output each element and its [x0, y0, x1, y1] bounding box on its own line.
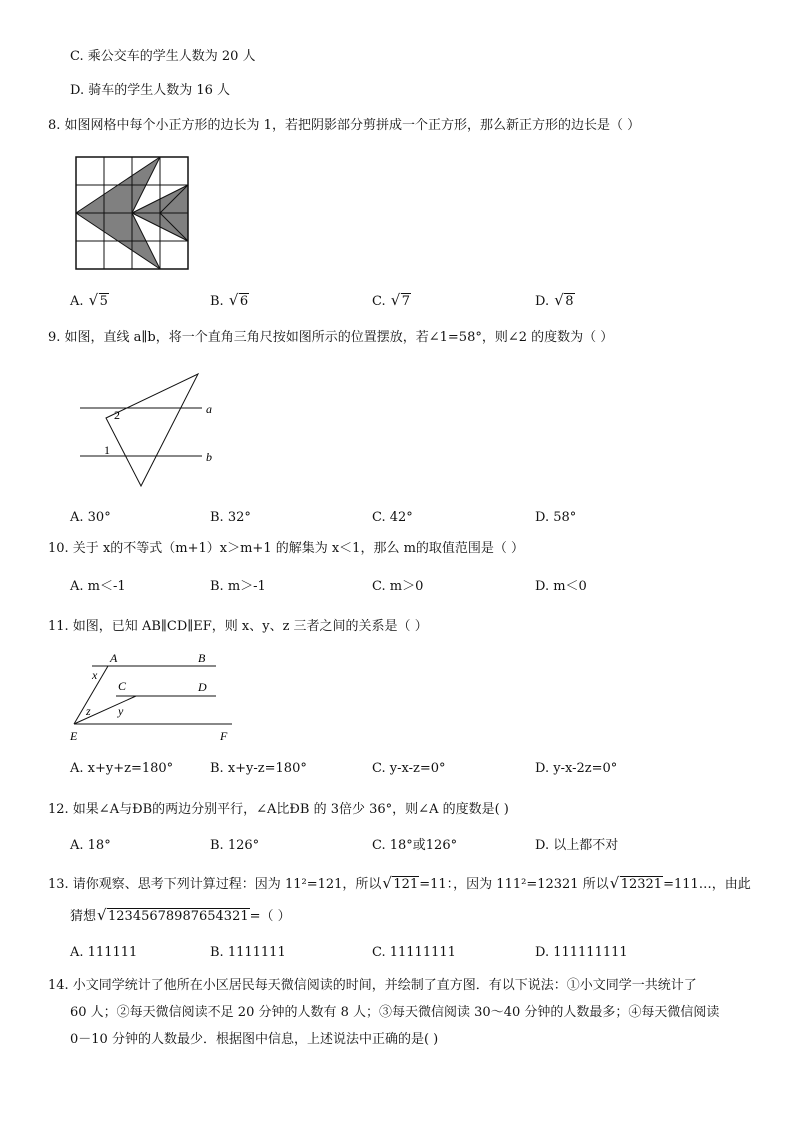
q9-option-d: D. 58°	[535, 510, 577, 525]
q8-option-b: B. √ 6	[210, 293, 249, 311]
sqrt-icon: √ 5	[90, 293, 109, 311]
q7-option-c: C. 乘公交车的学生人数为 20 人	[70, 49, 256, 64]
sqrt-icon: √ 8	[555, 293, 574, 311]
q11-angle-y: y	[118, 704, 124, 718]
q14-stem-line3: 0－10 分钟的人数最少．根据图中信息，上述说法中正确的是( )	[70, 1032, 439, 1047]
q8-option-d: D. √ 8	[535, 293, 575, 311]
q9-parallel-lines-figure	[76, 370, 236, 490]
q11-label-f: F	[220, 729, 228, 743]
q11-option-a: A. x+y+z=180°	[70, 761, 174, 776]
q11-label-a: A	[110, 651, 118, 665]
q9-option-a: A. 30°	[70, 510, 111, 525]
q10-option-b: B. m＞-1	[210, 579, 266, 594]
q12-option-d: D. 以上都不对	[535, 838, 619, 853]
sqrt-icon: √ 7	[392, 293, 411, 311]
sqrt-icon: √ 12345678987654321	[98, 908, 250, 926]
q12-stem: 12. 如果∠A与ÐB的两边分别平行，∠A比ÐB 的 3倍少 36°，则∠A 的度数是( )	[48, 802, 509, 817]
q10-option-a: A. m＜-1	[70, 579, 126, 594]
q10-stem: 10. 关于 x的不等式（m+1）x＞m+1 的解集为 x＜1，那么 m的取值范围是（ ）	[48, 541, 525, 556]
q11-option-c: C. y-x-z=0°	[372, 761, 446, 776]
q10-option-c: C. m＞0	[372, 579, 424, 594]
q12-option-a: A. 18°	[70, 838, 111, 853]
sqrt-icon: √ 121	[383, 876, 419, 894]
q8-option-c: C. √ 7	[372, 293, 411, 311]
q8-option-a: A. √ 5	[70, 293, 109, 311]
q13-option-a: A. 111111	[70, 945, 138, 960]
q11-label-c: C	[118, 679, 127, 693]
q11-option-d: D. y-x-2z=0°	[535, 761, 618, 776]
q9-option-b: B. 32°	[210, 510, 251, 525]
q8-stem: 8. 如图网格中每个小正方形的边长为 1，若把阴影部分剪拼成一个正方形，那么新正方形的边长是（ ）	[48, 118, 641, 133]
q11-label-b: B	[198, 651, 206, 665]
q11-stem: 11. 如图，已知 AB∥CD∥EF，则 x、y、z 三者之间的关系是（ ）	[48, 619, 428, 634]
sqrt-icon: √ 6	[230, 293, 249, 311]
q11-angle-z: z	[86, 704, 91, 718]
q11-angle-x: x	[92, 668, 98, 682]
q9-angle-2: 2	[114, 408, 120, 422]
q11-parallel-lines-figure	[66, 648, 241, 748]
q9-label-a: a	[206, 402, 212, 416]
q14-stem-line1: 14. 小文同学统计了他所在小区居民每天微信阅读的时间，并绘制了直方图．有以下说法：①小文同学一共统计了	[48, 978, 697, 993]
q11-option-b: B. x+y-z=180°	[210, 761, 307, 776]
q9-option-c: C. 42°	[372, 510, 413, 525]
q13-option-d: D. 111111111	[535, 945, 628, 960]
q13-option-c: C. 11111111	[372, 945, 456, 960]
q11-label-d: D	[198, 680, 207, 694]
sqrt-icon: √ 12321	[611, 876, 663, 894]
q13-stem-line1: 13. 请你观察、思考下列计算过程：因为 11²=121，所以√ 121=11：，因为 111²=12321 所以√ 12321=111…，由此	[48, 876, 751, 894]
q9-label-b: b	[206, 450, 212, 464]
q7-option-d: D. 骑车的学生人数为 16 人	[70, 83, 231, 98]
q12-option-c: C. 18°或126°	[372, 838, 458, 853]
q10-option-d: D. m＜0	[535, 579, 587, 594]
q9-angle-1: 1	[104, 443, 110, 457]
q14-stem-line2: 60 人；②每天微信阅读不足 20 分钟的人数有 8 人；③每天微信阅读 30～40 分钟的人数最多；④每天微信阅读	[70, 1005, 720, 1020]
q8-grid-figure	[76, 157, 188, 269]
q13-stem-line2: 猜想√ 12345678987654321=（ ）	[70, 908, 291, 926]
q9-stem: 9. 如图，直线 a∥b，将一个直角三角尺按如图所示的位置摆放，若∠1=58°，则∠2 的度数为（ ）	[48, 330, 614, 345]
q13-option-b: B. 1111111	[210, 945, 286, 960]
q12-option-b: B. 126°	[210, 838, 260, 853]
q11-label-e: E	[70, 729, 78, 743]
